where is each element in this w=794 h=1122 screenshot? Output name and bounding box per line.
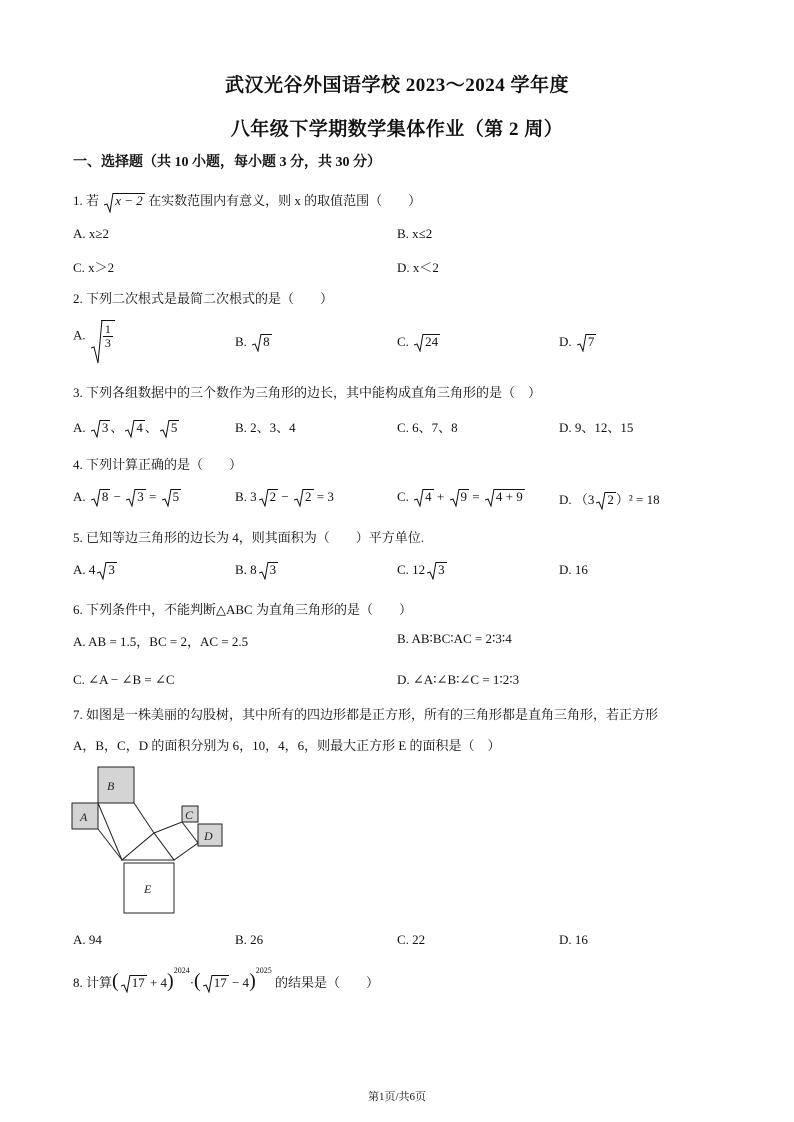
question-5: 5. 已知等边三角形的边长为 4，则其面积为（ ）平方单位. xyxy=(73,530,425,545)
q5-option-b[interactable]: B. 8 3 xyxy=(235,562,277,577)
q1-option-d[interactable]: D. x＜2 xyxy=(397,260,439,275)
pythagoras-tree-figure xyxy=(70,765,230,917)
q1-option-c[interactable]: C. x＞2 xyxy=(73,260,115,275)
q6-option-a[interactable]: A. AB = 1.5，BC = 2，AC = 2.5 xyxy=(73,634,249,649)
q2-option-d[interactable]: D. 7 xyxy=(559,334,595,349)
section-heading: 一、选择题（共 10 小题，每小题 3 分，共 30 分） xyxy=(73,155,381,170)
question-2: 2. 下列二次根式是最简二次根式的是（ ） xyxy=(73,291,334,306)
q7-option-c[interactable]: C. 22 xyxy=(397,932,426,947)
question-8: 8. 计算( 17 + 4)$^{2024}$·( 17 − 4)$^{2025}$ 的结果是（ ） xyxy=(73,966,379,992)
q1-option-b[interactable]: B. x≤2 xyxy=(397,226,433,241)
q5-option-d[interactable]: D. 16 xyxy=(559,562,588,577)
q2-option-c[interactable]: C. 24 xyxy=(397,334,439,349)
q6-option-d[interactable]: D. ∠A∶∠B∶∠C = 1∶2∶3 xyxy=(397,672,520,687)
q6-option-c[interactable]: C. ∠A − ∠B = ∠C xyxy=(73,672,175,687)
question-6: 6. 下列条件中，不能判断△ABC 为直角三角形的是（ ） xyxy=(73,602,412,617)
q2-option-b[interactable]: B. 8 xyxy=(235,334,270,349)
label-b: B xyxy=(107,779,115,793)
title-line-2: 八年级下学期数学集体作业（第 2 周） xyxy=(230,119,564,140)
q3-option-d[interactable]: D. 9、12、15 xyxy=(559,420,634,435)
q4-option-d[interactable]: D. （3 2 ）² = 18 xyxy=(559,492,660,507)
question-1: 1. 若 x − 2 在实数范围内有意义，则 x 的取值范围（ ） xyxy=(73,190,421,209)
q7-option-a[interactable]: A. 94 xyxy=(73,932,102,947)
label-e: E xyxy=(144,882,152,896)
title-line-1: 武汉光谷外国语学校 2023～2024 学年度 xyxy=(224,75,569,96)
q7-option-b[interactable]: B. 26 xyxy=(235,932,264,947)
q5-option-a[interactable]: A. 4 3 xyxy=(73,562,115,577)
q3-option-c[interactable]: C. 6、7、8 xyxy=(397,420,458,435)
q2-option-a[interactable]: A. $\frac{1}{3}$ xyxy=(73,320,115,350)
q3-option-b[interactable]: B. 2、3、4 xyxy=(235,420,296,435)
q5-option-c[interactable]: C. 12 3 xyxy=(397,562,445,577)
question-7-line-2: A，B，C，D 的面积分别为 6，10，4，6，则最大正方形 E 的面积是（ ） xyxy=(73,738,501,753)
q3-option-a[interactable]: A. 3 、 4 、 5 xyxy=(73,420,178,435)
question-3: 3. 下列各组数据中的三个数作为三角形的边长，其中能构成直角三角形的是（ ） xyxy=(73,385,542,400)
label-c: C xyxy=(185,808,194,822)
q4-option-b[interactable]: B. 3 2 − 2 = 3 xyxy=(235,489,334,504)
page-footer: 第1页/共6页 xyxy=(367,1091,427,1103)
question-7-line-1: 7. 如图是一株美丽的勾股树，其中所有的四边形都是正方形，所有的三角形都是直角三角形，若正方形 xyxy=(73,707,659,722)
q6-option-b[interactable]: B. AB∶BC∶AC = 2∶3∶4 xyxy=(397,631,512,646)
label-a: A xyxy=(80,810,88,824)
q1-option-a[interactable]: A. x≥2 xyxy=(73,226,110,241)
label-d: D xyxy=(204,829,213,843)
q4-option-c[interactable]: C. 4 + 9 = 4 + 9 xyxy=(397,489,523,504)
sqrt-x-minus-2: x − 2 xyxy=(104,193,145,209)
q4-option-a[interactable]: A. 8 − 3 = 5 xyxy=(73,489,180,504)
q7-option-d[interactable]: D. 16 xyxy=(559,932,588,947)
question-4: 4. 下列计算正确的是（ ） xyxy=(73,457,243,472)
